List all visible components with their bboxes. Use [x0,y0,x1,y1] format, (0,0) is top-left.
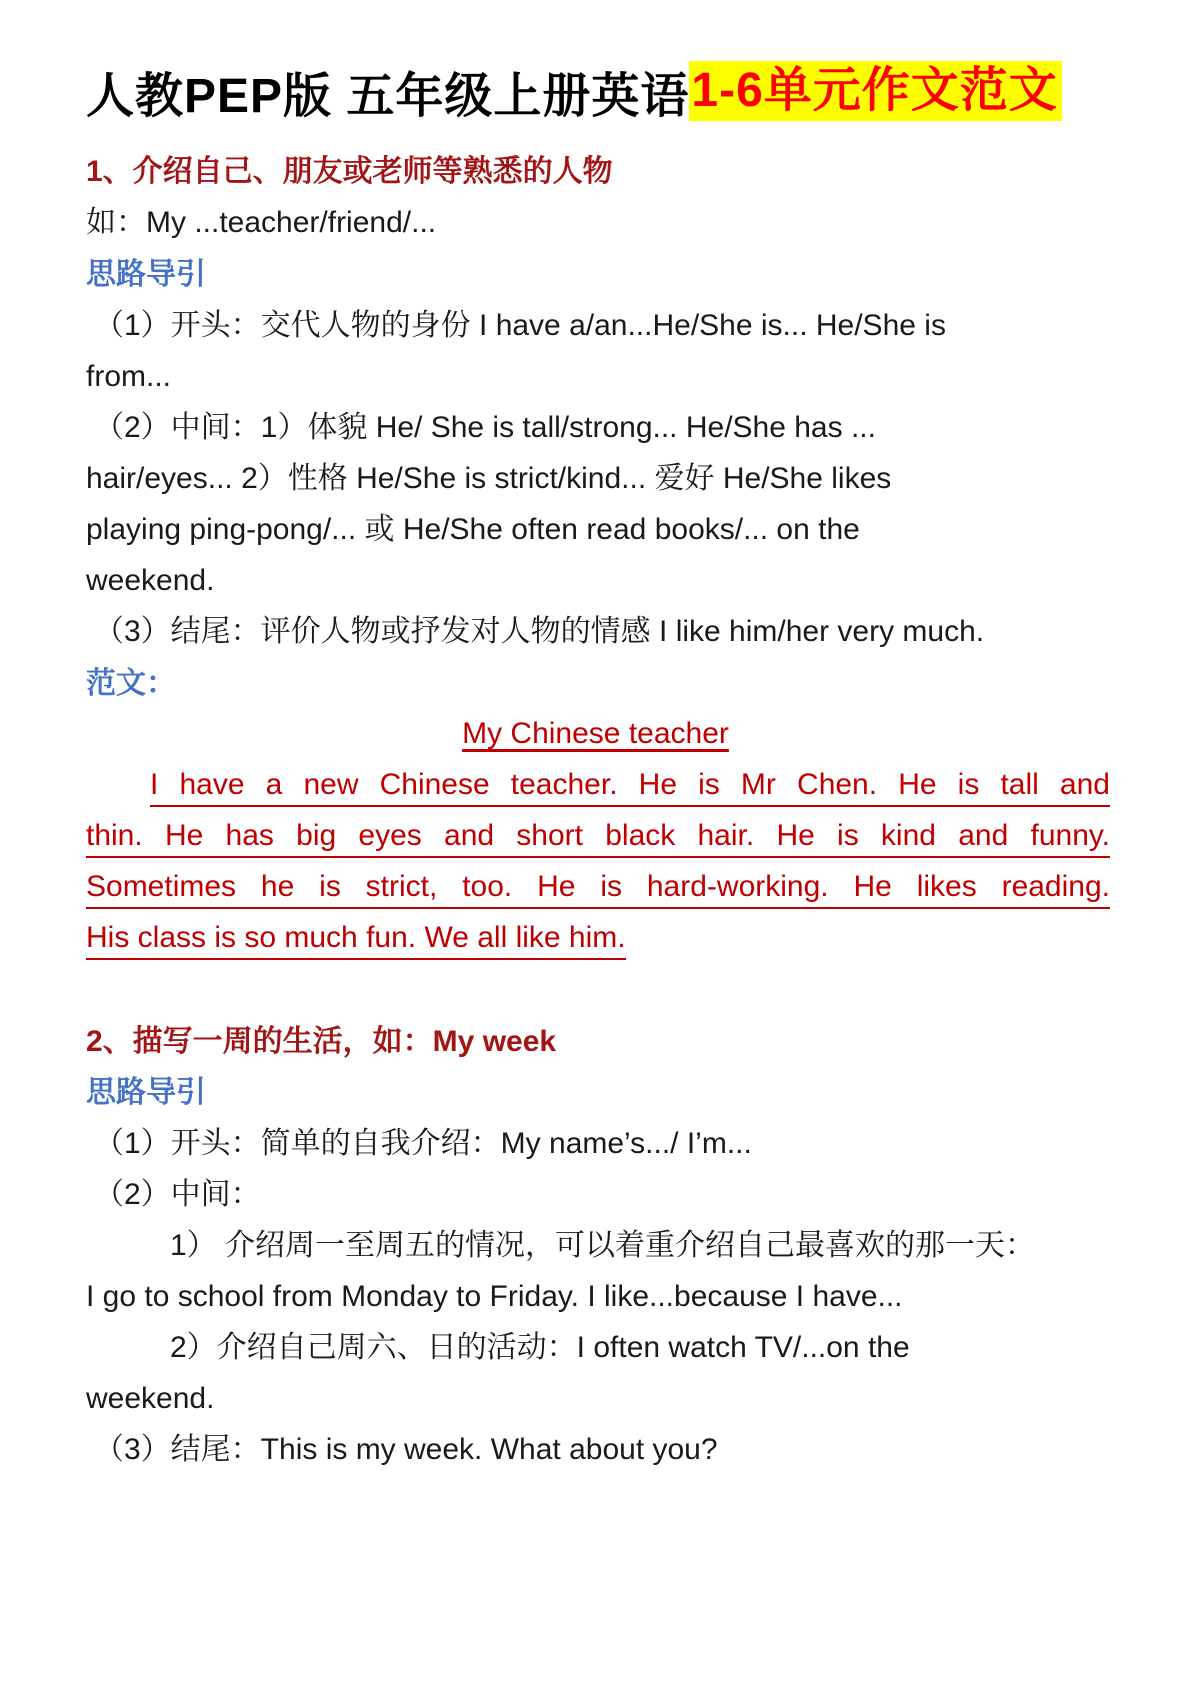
section1-heading: 1、介绍自己、朋友或老师等熟悉的人物 [86,155,613,188]
section1-sample-heading: 范文： [86,667,176,700]
section2-guide-heading: 思路导引 [86,1076,206,1109]
title-highlight: 1-6单元作文范文 [689,61,1061,121]
sample-essay-title-text: My Chinese teacher [462,717,729,750]
section1-example: 如：My ...teacher/friend/... [86,206,437,239]
section1-guide-line: （3）结尾：评价人物或抒发对人物的情感 I like him/her very much. [94,615,985,648]
section2-guide-line: 2）介绍自己周六、日的活动：I often watch TV/...on the [170,1331,910,1364]
section1-guide-line: playing ping-pong/... 或 He/She often read books/... on the [86,513,860,546]
section2-heading: 2、描写一周的生活，如：My week [86,1025,557,1058]
sample-essay-title [0,714,1191,754]
sample-essay-line: His class is so much fun. We all like him. [86,918,626,960]
section2-guide-line: I go to school from Monday to Friday. I like...because I have... [86,1280,903,1313]
section1-guide-line: hair/eyes... 2）性格 He/She is strict/kind... 爱好 He/She likes [86,462,892,495]
section1-guide-heading: 思路导引 [86,258,206,291]
section2-guide-line: （1）开头：简单的自我介绍：My name’s.../ I’m... [94,1127,752,1160]
section2-guide-line: 1） 介绍周一至周五的情况，可以着重介绍自己最喜欢的那一天： [170,1229,1036,1262]
page-title [86,58,1062,124]
section1-guide-line: （1）开头：交代人物的身份 I have a/an...He/She is... He/She is [94,309,946,342]
section1-guide-line: from... [86,360,172,393]
sample-essay-line: I have a new Chinese teacher. He is Mr Chen. He is tall and [150,765,1110,807]
title-main: 人教PEP版 五年级上册英语 [86,69,690,123]
section2-guide-line: （2）中间： [94,1178,261,1211]
section1-guide-line: （2）中间：1）体貌 He/ She is tall/strong... He/She has ... [94,411,876,444]
section1-guide-line: weekend. [86,564,215,597]
section2-guide-line: weekend. [86,1382,215,1415]
section2-guide-line: （3）结尾：This is my week. What about you? [94,1433,718,1466]
sample-essay-line: Sometimes he is strict, too. He is hard-working. He likes reading. [86,867,1110,909]
sample-essay-line: thin. He has big eyes and short black hair. He is kind and funny. [86,816,1110,858]
